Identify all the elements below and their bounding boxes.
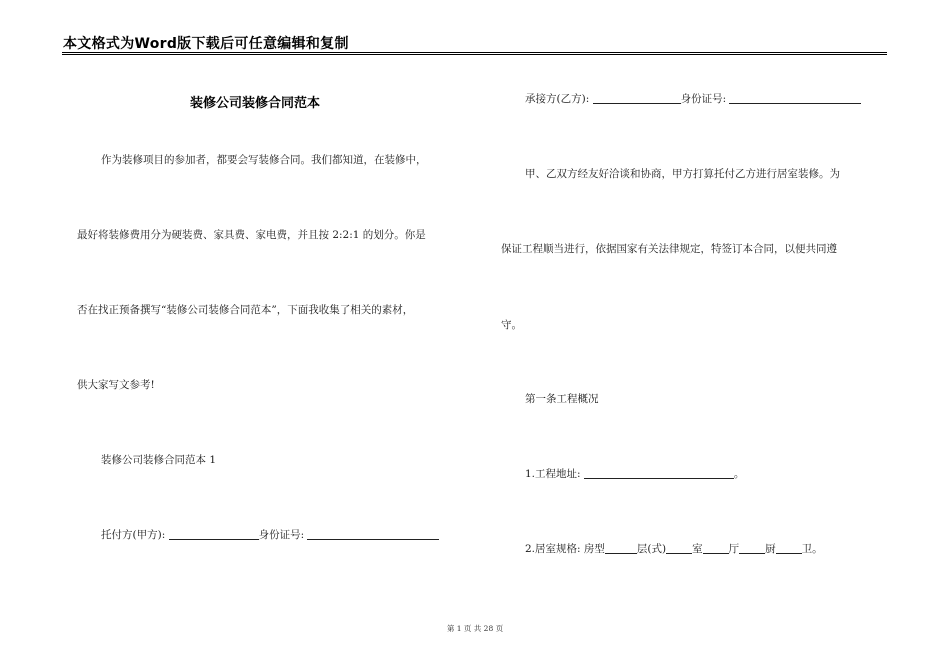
preamble-line-3: 守。 bbox=[501, 319, 522, 331]
party-b-id-blank bbox=[729, 93, 861, 104]
header-rule-thin bbox=[62, 54, 887, 55]
header-rule bbox=[62, 52, 887, 53]
spec-blank-1 bbox=[605, 543, 637, 554]
spec-part-bath: 卫。 bbox=[801, 543, 823, 555]
party-a-id-blank bbox=[307, 529, 439, 540]
page-number: 第 1 页 共 28 页 bbox=[446, 624, 504, 633]
spec-label: 2.居室规格: 房型 bbox=[525, 543, 605, 555]
party-a-line bbox=[101, 528, 439, 542]
address-label: 1.工程地址: bbox=[525, 468, 581, 480]
address-line bbox=[525, 467, 744, 481]
spec-blank-2 bbox=[666, 543, 692, 554]
party-b-label: 承接方(乙方): bbox=[525, 93, 590, 105]
spec-part-floor: 层(式) bbox=[636, 543, 667, 555]
preamble-line-1: 甲、乙双方经友好洽谈和协商，甲方打算托付乙方进行居室装修。为 bbox=[525, 168, 840, 180]
party-b-id-label: 身份证号: bbox=[680, 93, 727, 105]
address-blank bbox=[584, 468, 734, 479]
spec-blank-5 bbox=[776, 543, 802, 554]
preamble-line-2: 保证工程顺当进行，依据国家有关法律规定，特签订本合同，以便共同遵 bbox=[501, 243, 837, 255]
spec-line bbox=[525, 542, 823, 556]
header-title: 本文格式为Word版下载后可任意编辑和复制 bbox=[63, 36, 349, 52]
spec-part-kitchen: 厨 bbox=[765, 543, 776, 555]
section-heading: 装修公司装修合同范本 1 bbox=[101, 454, 217, 466]
party-a-id-label: 身份证号: bbox=[258, 529, 305, 541]
intro-line-2: 最好将装修费用分为硬装费、家具费、家电费，并且按 2:2:1 的划分。你是 bbox=[77, 229, 426, 241]
party-a-name-blank bbox=[169, 529, 259, 540]
intro-line-4: 供大家写文参考! bbox=[77, 379, 155, 391]
spec-blank-3 bbox=[703, 543, 729, 554]
intro-line-1: 作为装修项目的参加者，都要会写装修合同。我们都知道，在装修中， bbox=[101, 154, 427, 166]
address-end: 。 bbox=[733, 468, 745, 480]
article1-heading: 第一条工程概况 bbox=[525, 393, 599, 405]
spec-blank-4 bbox=[739, 543, 765, 554]
spec-part-hall: 厅 bbox=[728, 543, 740, 555]
spec-part-room: 室 bbox=[692, 543, 703, 555]
document-title: 装修公司装修合同范本 bbox=[190, 96, 321, 111]
party-a-label: 托付方(甲方): bbox=[101, 529, 166, 541]
party-b-name-blank bbox=[593, 93, 681, 104]
party-b-line bbox=[525, 92, 861, 106]
intro-line-3: 否在找正预备撰写“装修公司装修合同范本”，下面我收集了相关的素材， bbox=[77, 304, 414, 316]
